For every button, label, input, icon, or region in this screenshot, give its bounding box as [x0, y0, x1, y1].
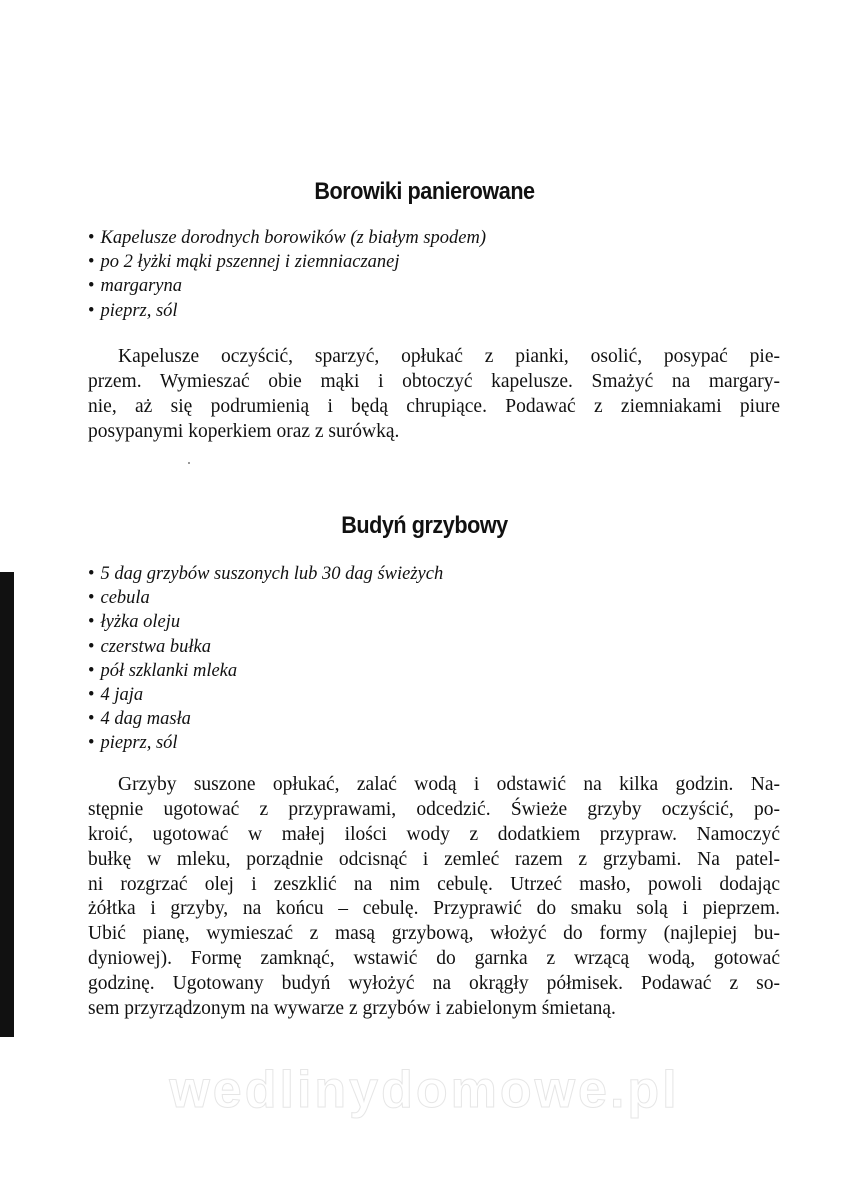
text-line: Grzyby suszone opłukać, zalać wodą i odstawić na kilka godzin. Na- — [118, 774, 780, 795]
bullet: • — [88, 612, 95, 633]
ingredient-text: 4 jaja — [100, 684, 144, 705]
ingredient-text: czerstwa bułka — [100, 636, 211, 657]
text-line: nie, aż się podrumienią i będą chrupiące. Podawać z ziemniakami piure — [88, 395, 780, 417]
ingredient-text: po 2 łyżki mąki pszennej i ziemniaczanej — [100, 252, 400, 273]
bullet: • — [88, 564, 95, 584]
text-line: godzinę. Ugotowany budyń wyłożyć na okrągły półmisek. Podawać z so- — [88, 973, 780, 995]
ingredient-text: margaryna — [100, 276, 183, 297]
text-line: bułkę w mleku, porządnie odcisnąć i zemleć razem z grzybami. Na patel- — [88, 848, 780, 870]
ingredient-item — [88, 274, 486, 298]
ingredient-text: cebula — [100, 588, 150, 609]
ingredient-list-borowiki — [88, 226, 486, 323]
bullet: • — [88, 228, 95, 248]
scan-speck — [188, 462, 190, 464]
ingredient-item — [88, 562, 443, 586]
ingredient-item — [88, 635, 443, 659]
instructions-budyn — [88, 772, 780, 1021]
text-line: Ubić pianę, wymieszać z masą grzybową, włożyć do formy (najlepiej bu- — [88, 923, 780, 945]
recipe-title-borowiki: Borowiki panierowane — [314, 178, 535, 205]
bullet: • — [88, 733, 95, 754]
ingredient-text: łyżka oleju — [100, 612, 181, 633]
ingredient-text: Kapelusze dorodnych borowików (z białym spodem) — [100, 228, 487, 248]
bullet: • — [88, 660, 95, 681]
bullet: • — [88, 709, 95, 730]
text-line: kroić, ugotować w małej ilości wody z dodatkiem przypraw. Namoczyć — [88, 823, 780, 845]
ingredient-item — [88, 610, 443, 634]
bullet: • — [88, 588, 95, 609]
ingredient-item — [88, 683, 443, 707]
instructions-borowiki — [88, 344, 780, 444]
text-line: Kapelusze oczyścić, sparzyć, opłukać z pianki, osolić, posypać pie- — [118, 346, 780, 367]
ingredient-text: 5 dag grzybów suszonych lub 30 dag świeżych — [100, 564, 444, 584]
text-line: stępnie ugotować z przyprawami, odcedzić. Świeże grzyby oczyścić, po- — [88, 798, 780, 820]
ingredient-text: pieprz, sól — [100, 733, 178, 754]
watermark: wedlinydomowe.pl — [169, 1061, 680, 1119]
ingredient-text: 4 dag masła — [100, 709, 191, 730]
ingredient-item — [88, 659, 443, 683]
ingredient-text: pieprz, sól — [100, 300, 178, 321]
text-line: sem przyrządzonym na wywarze z grzybów i zabielonym śmietaną. — [88, 998, 616, 1020]
scan-binding-edge — [0, 572, 14, 1037]
ingredient-item — [88, 250, 486, 274]
text-line: przem. Wymieszać obie mąki i obtoczyć kapelusze. Smażyć na margary- — [88, 370, 780, 392]
recipe-title-budyn: Budyń grzybowy — [341, 512, 508, 539]
bullet: • — [88, 300, 95, 321]
ingredient-item — [88, 299, 486, 323]
text-line: ni rozgrzać olej i zeszklić na nim cebulę. Utrzeć masło, powoli dodając — [88, 873, 780, 895]
bullet: • — [88, 636, 95, 657]
ingredient-item — [88, 226, 486, 250]
ingredient-list-budyn — [88, 562, 443, 756]
text-line: żółtka i grzyby, na końcu – cebulę. Przyprawić do smaku solą i pieprzem. — [88, 898, 780, 920]
ingredient-item — [88, 586, 443, 610]
text-line: posypanymi koperkiem oraz z surówką. — [88, 420, 400, 442]
bullet: • — [88, 684, 95, 705]
text-line: dyniowej). Formę zamknąć, wstawić do garnka z wrzącą wodą, gotować — [88, 948, 780, 970]
bullet: • — [88, 276, 95, 297]
ingredient-text: pół szklanki mleka — [100, 660, 238, 681]
ingredient-item — [88, 707, 443, 731]
bullet: • — [88, 252, 95, 273]
ingredient-item — [88, 731, 443, 755]
